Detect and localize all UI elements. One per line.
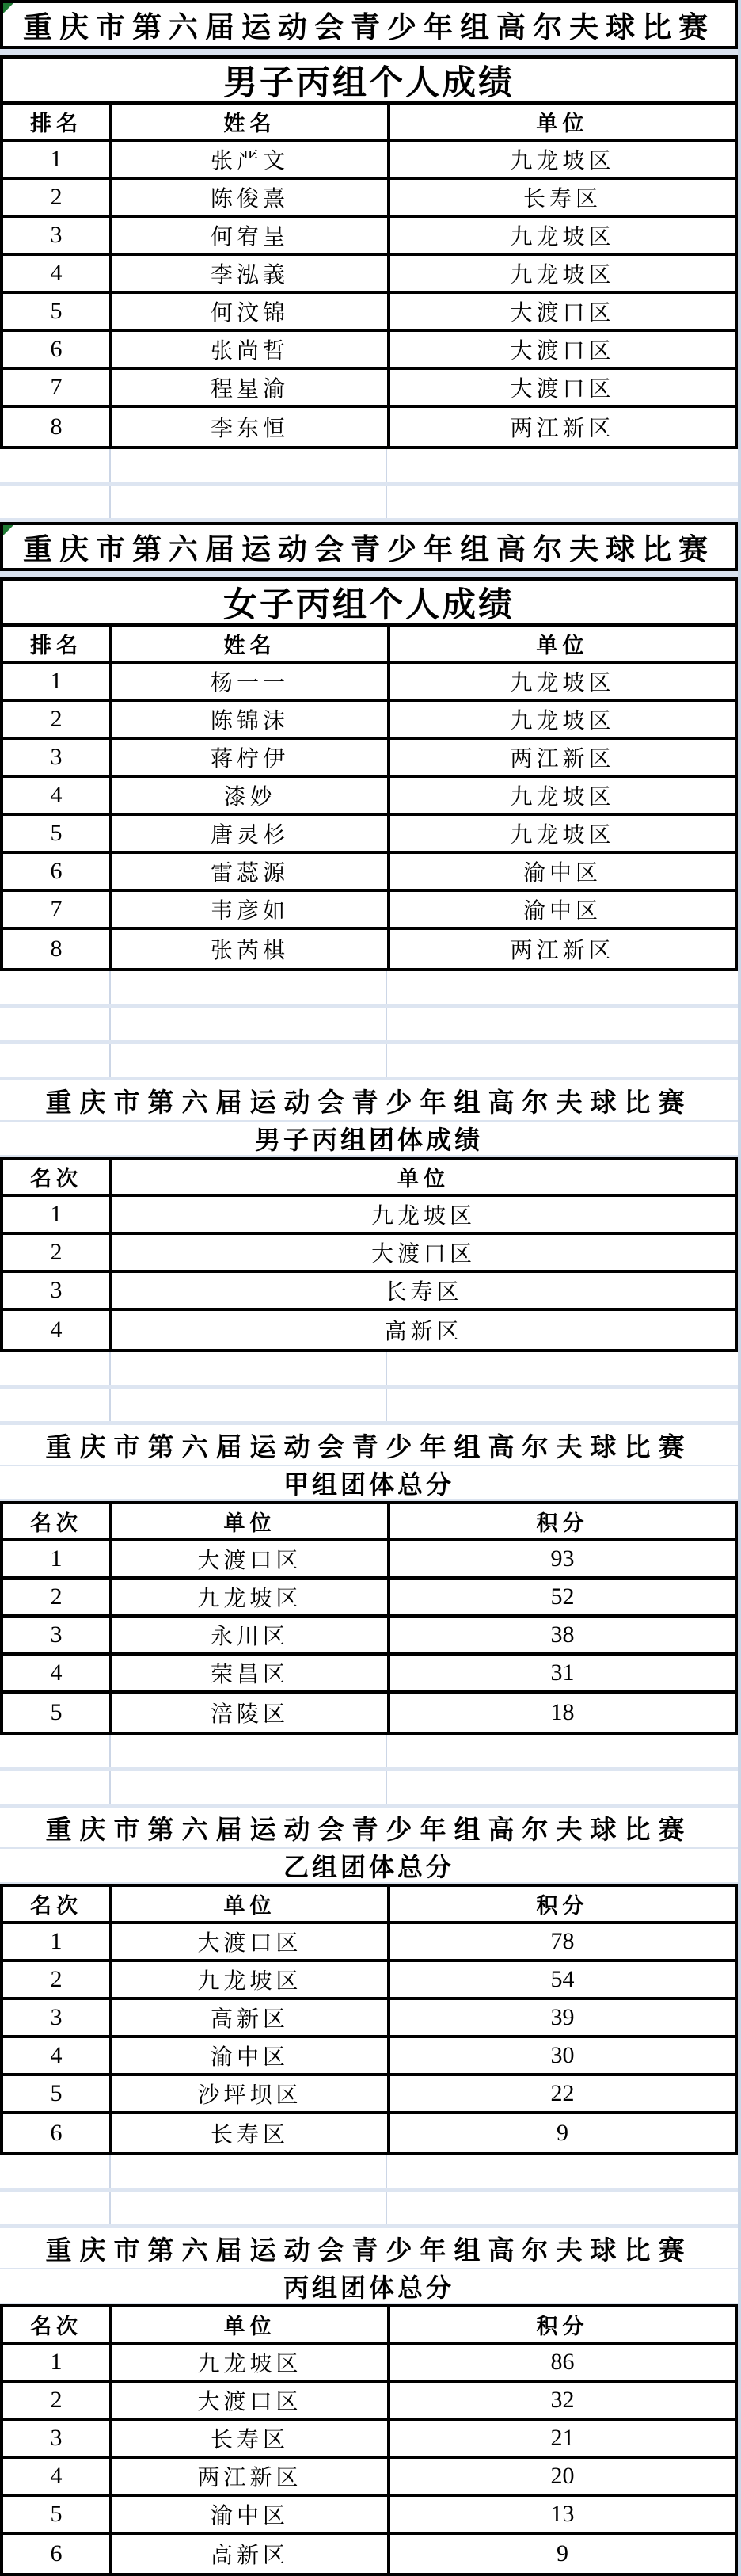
title-cell-group-b-team-total[interactable] (0, 1808, 738, 1849)
unit-cell[interactable]: 大渡口区 (370, 1242, 476, 1267)
table-row (3, 664, 735, 702)
score-cell[interactable]: 86 (550, 2349, 575, 2375)
empty-cell[interactable] (387, 1044, 738, 1077)
score-cell[interactable]: 39 (550, 2004, 575, 2030)
unit-cell[interactable]: 渝中区 (112, 2497, 390, 2532)
table-row (3, 256, 735, 294)
title-cell-group-c-team-total[interactable] (0, 2228, 738, 2269)
section-mens-c-individual (0, 0, 738, 522)
unit-header-cell[interactable]: 单位 (112, 2307, 390, 2342)
table-group-a-team-total (0, 1501, 738, 1735)
section-womens-c-individual (0, 522, 738, 1080)
unit-cell[interactable]: 长寿区 (384, 1280, 463, 1305)
unit-cell[interactable]: 大渡口区 (510, 377, 615, 402)
unit-cell[interactable]: 渝中区 (112, 2038, 390, 2073)
empty-sheet-row[interactable] (0, 971, 738, 1008)
subtitle-cell-mens-c-individual[interactable] (0, 55, 738, 101)
empty-cell[interactable] (111, 2192, 387, 2224)
unit-cell[interactable]: 大渡口区 (510, 301, 615, 326)
name-cell[interactable]: 张严文 (112, 142, 390, 177)
unit-cell[interactable]: 九龙坡区 (112, 1580, 390, 1614)
unit-cell[interactable]: 九龙坡区 (510, 263, 615, 288)
unit-cell[interactable]: 九龙坡区 (510, 225, 615, 250)
subtitle-cell-group-b-team-total[interactable] (0, 1849, 738, 1884)
empty-cell[interactable] (0, 1735, 111, 1767)
table-row (3, 930, 735, 968)
section-mens-c-team (0, 1080, 738, 1425)
excel-corner-marker-icon (3, 525, 13, 535)
empty-cell[interactable] (111, 1771, 387, 1804)
table-row (3, 2000, 735, 2038)
rank-header-cell[interactable]: 排名 (3, 105, 112, 139)
table-row (3, 892, 735, 930)
name-cell[interactable]: 何汶锦 (112, 294, 390, 329)
score-cell[interactable]: 38 (550, 1621, 575, 1648)
score-header-cell[interactable]: 积分 (536, 1511, 589, 1535)
empty-sheet-row[interactable] (0, 1352, 738, 1389)
title-cell-womens-c-individual[interactable] (0, 522, 738, 571)
table-row (3, 854, 735, 892)
rank-cell[interactable]: 4 (3, 2459, 112, 2494)
name-header-cell[interactable]: 姓名 (112, 105, 390, 139)
score-cell[interactable]: 9 (557, 2120, 568, 2146)
section-title: 重庆市第六届运动会青少年组高尔夫球比赛 (23, 12, 715, 44)
rank-cell[interactable]: 3 (3, 2421, 112, 2456)
section-title: 重庆市第六届运动会青少年组高尔夫球比赛 (45, 1433, 693, 1462)
score-cell[interactable]: 54 (550, 1966, 575, 1992)
empty-cell[interactable] (0, 1771, 111, 1804)
table-row (3, 1235, 735, 1273)
table-row (3, 2076, 735, 2114)
empty-cell[interactable] (0, 2155, 111, 2188)
empty-cell[interactable] (111, 971, 387, 1004)
rank-cell[interactable]: 2 (3, 2383, 112, 2418)
score-cell[interactable]: 22 (550, 2080, 575, 2106)
empty-cell[interactable] (111, 1044, 387, 1077)
score-cell[interactable]: 31 (550, 1660, 575, 1686)
empty-cell[interactable] (387, 449, 738, 482)
name-cell[interactable]: 雷蕊源 (112, 854, 390, 889)
rank-cell[interactable]: 1 (3, 1197, 112, 1232)
unit-cell[interactable]: 大渡口区 (112, 1541, 390, 1576)
header-row (3, 2307, 735, 2345)
rank-cell[interactable]: 2 (3, 1580, 112, 1614)
unit-cell[interactable]: 荣昌区 (112, 1656, 390, 1690)
empty-cell[interactable] (111, 486, 387, 518)
section-subtitle: 男子丙组个人成绩 (223, 64, 515, 102)
subtitle-cell-group-a-team-total[interactable] (0, 1466, 738, 1501)
unit-cell[interactable]: 沙坪坝区 (112, 2076, 390, 2111)
table-row (3, 1618, 735, 1656)
section-subtitle: 男子丙组团体成绩 (254, 1126, 483, 1154)
rank-cell[interactable]: 4 (3, 256, 112, 291)
row-gap-band (0, 49, 738, 55)
unit-header-cell[interactable]: 单位 (536, 112, 589, 135)
unit-cell[interactable]: 九龙坡区 (510, 671, 615, 695)
unit-cell[interactable]: 大渡口区 (112, 2383, 390, 2418)
excel-corner-marker-icon (3, 3, 13, 13)
table-row (3, 2383, 735, 2421)
rank-header-cell[interactable]: 排名 (3, 627, 112, 661)
unit-cell[interactable]: 九龙坡区 (510, 823, 615, 848)
section-subtitle: 丙组团体总分 (283, 2273, 454, 2302)
table-row (3, 1197, 735, 1235)
unit-header-cell[interactable]: 单位 (112, 1887, 390, 1921)
rank-cell[interactable]: 1 (3, 1541, 112, 1576)
header-row (3, 1504, 735, 1541)
section-title: 重庆市第六届运动会青少年组高尔夫球比赛 (23, 534, 715, 566)
score-cell[interactable]: 18 (550, 1699, 575, 1725)
score-cell[interactable]: 9 (557, 2540, 568, 2566)
name-cell[interactable]: 杨一一 (112, 664, 390, 699)
empty-cell[interactable] (387, 1008, 738, 1040)
table-row (3, 142, 735, 180)
unit-cell[interactable]: 大渡口区 (510, 339, 615, 364)
rank-cell[interactable]: 2 (3, 702, 112, 737)
table-group-c-team-total (0, 2304, 738, 2576)
section-group-a-team-total (0, 1425, 738, 1808)
rank-cell[interactable]: 2 (3, 1235, 112, 1270)
unit-cell[interactable]: 渝中区 (522, 861, 602, 886)
empty-cell[interactable] (387, 971, 738, 1004)
title-cell-group-a-team-total[interactable] (0, 1425, 738, 1466)
table-row (3, 2459, 735, 2497)
rank-cell[interactable]: 5 (3, 294, 112, 329)
unit-cell[interactable]: 九龙坡区 (370, 1204, 476, 1229)
score-cell[interactable]: 32 (550, 2387, 575, 2413)
table-row (3, 778, 735, 816)
rank-cell[interactable]: 4 (3, 1656, 112, 1690)
empty-sheet-row[interactable] (0, 486, 738, 522)
empty-cell[interactable] (387, 1389, 738, 1421)
header-row (3, 105, 735, 142)
rank-cell[interactable]: 5 (3, 1694, 112, 1732)
title-cell-mens-c-individual[interactable] (0, 0, 738, 49)
empty-sheet-row[interactable] (0, 2192, 738, 2228)
score-cell[interactable]: 21 (550, 2425, 575, 2451)
name-cell[interactable]: 蒋柠伊 (112, 740, 390, 775)
empty-cell[interactable] (387, 2192, 738, 2224)
header-row (3, 1887, 735, 1924)
table-row (3, 1541, 735, 1580)
score-header-cell[interactable]: 积分 (536, 1894, 589, 1918)
table-group-b-team-total (0, 1884, 738, 2155)
empty-cell[interactable] (111, 1008, 387, 1040)
unit-cell[interactable]: 两江新区 (510, 747, 615, 772)
unit-header-cell[interactable]: 单位 (397, 1167, 450, 1191)
rank-cell[interactable]: 3 (3, 740, 112, 775)
rank-cell[interactable]: 1 (3, 142, 112, 177)
unit-cell[interactable]: 长寿区 (522, 187, 602, 211)
empty-cell[interactable] (387, 1771, 738, 1804)
table-row (3, 1656, 735, 1694)
unit-cell[interactable]: 九龙坡区 (510, 785, 615, 810)
table-mens-c-individual (0, 101, 738, 449)
empty-cell[interactable] (0, 486, 111, 518)
unit-header-cell[interactable]: 单位 (112, 1504, 390, 1538)
name-cell[interactable]: 陈锦沫 (112, 702, 390, 737)
score-cell[interactable]: 20 (550, 2463, 575, 2489)
unit-cell[interactable]: 长寿区 (112, 2421, 390, 2456)
name-cell[interactable]: 韦彦如 (112, 892, 390, 927)
section-title: 重庆市第六届运动会青少年组高尔夫球比赛 (45, 2236, 693, 2265)
empty-sheet-row[interactable] (0, 1044, 738, 1080)
empty-cell[interactable] (0, 2192, 111, 2224)
table-row (3, 2497, 735, 2535)
empty-cell[interactable] (111, 1735, 387, 1767)
rank-cell[interactable]: 8 (3, 930, 112, 968)
section-subtitle: 女子丙组个人成绩 (223, 586, 515, 624)
table-row (3, 294, 735, 332)
rank-cell[interactable]: 3 (3, 2000, 112, 2035)
section-title: 重庆市第六届运动会青少年组高尔夫球比赛 (45, 1816, 693, 1845)
unit-cell[interactable]: 两江新区 (112, 2459, 390, 2494)
table-row (3, 408, 735, 446)
empty-cell[interactable] (387, 2155, 738, 2188)
rank-cell[interactable]: 2 (3, 180, 112, 215)
unit-cell[interactable]: 渝中区 (522, 899, 602, 924)
score-header-cell[interactable]: 积分 (536, 2315, 589, 2338)
unit-cell[interactable]: 九龙坡区 (112, 2345, 390, 2380)
score-cell[interactable]: 52 (550, 1583, 575, 1610)
name-cell[interactable]: 程星渝 (112, 370, 390, 405)
subtitle-cell-mens-c-team[interactable] (0, 1122, 738, 1157)
score-cell[interactable]: 13 (550, 2501, 575, 2527)
rank-cell[interactable]: 6 (3, 332, 112, 367)
unit-cell[interactable]: 永川区 (112, 1618, 390, 1652)
table-row (3, 2114, 735, 2152)
section-group-b-team-total (0, 1808, 738, 2228)
unit-cell[interactable]: 高新区 (384, 1320, 463, 1344)
rank-cell[interactable]: 3 (3, 1618, 112, 1652)
empty-sheet-row[interactable] (0, 449, 738, 486)
empty-cell[interactable] (387, 1352, 738, 1385)
unit-cell[interactable]: 高新区 (112, 2535, 390, 2573)
subtitle-cell-womens-c-individual[interactable] (0, 577, 738, 623)
table-mens-c-team (0, 1157, 738, 1352)
table-row (3, 2535, 735, 2573)
row-gap-band (0, 571, 738, 577)
name-header-cell[interactable]: 姓名 (112, 627, 390, 661)
section-group-c-team-total (0, 2228, 738, 2576)
empty-sheet-row[interactable] (0, 1389, 738, 1425)
empty-sheet-row[interactable] (0, 1008, 738, 1044)
name-cell[interactable]: 陈俊熹 (112, 180, 390, 215)
rank-cell[interactable]: 6 (3, 2535, 112, 2573)
section-subtitle: 甲组团体总分 (283, 1470, 454, 1499)
empty-cell[interactable] (0, 1044, 111, 1077)
unit-cell[interactable]: 高新区 (112, 2000, 390, 2035)
empty-cell[interactable] (0, 1352, 111, 1385)
name-cell[interactable]: 张芮棋 (112, 930, 390, 968)
empty-cell[interactable] (0, 1008, 111, 1040)
table-row (3, 740, 735, 778)
name-cell[interactable]: 唐灵杉 (112, 816, 390, 851)
unit-cell[interactable]: 九龙坡区 (112, 1962, 390, 1997)
unit-cell[interactable]: 大渡口区 (112, 1924, 390, 1959)
table-row (3, 1273, 735, 1311)
empty-cell[interactable] (111, 1352, 387, 1385)
table-row (3, 702, 735, 740)
unit-header-cell[interactable]: 单位 (536, 634, 589, 657)
unit-cell[interactable]: 长寿区 (112, 2114, 390, 2152)
table-row (3, 332, 735, 370)
empty-cell[interactable] (111, 1389, 387, 1421)
header-row (3, 1160, 735, 1197)
empty-cell[interactable] (0, 449, 111, 482)
rank-cell[interactable]: 5 (3, 2076, 112, 2111)
rank-cell[interactable]: 3 (3, 218, 112, 253)
table-row (3, 180, 735, 218)
unit-cell[interactable]: 涪陵区 (112, 1694, 390, 1732)
score-cell[interactable]: 30 (550, 2042, 575, 2068)
name-cell[interactable]: 李泓義 (112, 256, 390, 291)
table-womens-c-individual (0, 623, 738, 971)
empty-cell[interactable] (0, 971, 111, 1004)
rank-cell[interactable]: 3 (3, 1273, 112, 1308)
rank-cell[interactable]: 1 (3, 2345, 112, 2380)
table-row (3, 2345, 735, 2383)
unit-cell[interactable]: 九龙坡区 (510, 149, 615, 173)
rank-header-cell[interactable]: 名次 (3, 1504, 112, 1538)
subtitle-cell-group-c-team-total[interactable] (0, 2269, 738, 2304)
name-cell[interactable]: 李东恒 (112, 408, 390, 446)
score-cell[interactable]: 78 (550, 1928, 575, 1954)
empty-sheet-row[interactable] (0, 1771, 738, 1808)
rank-cell[interactable]: 4 (3, 2038, 112, 2073)
rank-cell[interactable]: 6 (3, 2114, 112, 2152)
empty-cell[interactable] (111, 449, 387, 482)
empty-sheet-row[interactable] (0, 2155, 738, 2192)
table-row (3, 1694, 735, 1732)
rank-cell[interactable]: 6 (3, 854, 112, 889)
rank-cell[interactable]: 2 (3, 1962, 112, 1997)
rank-cell[interactable]: 8 (3, 408, 112, 446)
rank-header-cell[interactable]: 名次 (3, 2307, 112, 2342)
name-cell[interactable]: 张尚哲 (112, 332, 390, 367)
rank-header-cell[interactable]: 名次 (3, 1160, 112, 1194)
score-cell[interactable]: 93 (550, 1545, 575, 1572)
rank-cell[interactable]: 7 (3, 370, 112, 405)
table-row (3, 1580, 735, 1618)
name-cell[interactable]: 何宥呈 (112, 218, 390, 253)
unit-cell[interactable]: 九龙坡区 (510, 709, 615, 734)
rank-cell[interactable]: 4 (3, 778, 112, 813)
table-row (3, 2421, 735, 2459)
rank-cell[interactable]: 5 (3, 816, 112, 851)
rank-cell[interactable]: 7 (3, 892, 112, 927)
table-row (3, 816, 735, 854)
empty-cell[interactable] (387, 486, 738, 518)
table-row (3, 1311, 735, 1349)
rank-cell[interactable]: 1 (3, 664, 112, 699)
section-title: 重庆市第六届运动会青少年组高尔夫球比赛 (45, 1088, 693, 1118)
header-row (3, 627, 735, 664)
table-row (3, 1924, 735, 1962)
unit-cell[interactable]: 两江新区 (510, 939, 615, 963)
empty-cell[interactable] (387, 1735, 738, 1767)
name-cell[interactable]: 漆妙 (112, 778, 390, 813)
rank-header-cell[interactable]: 名次 (3, 1887, 112, 1921)
empty-sheet-row[interactable] (0, 1735, 738, 1771)
empty-cell[interactable] (0, 1389, 111, 1421)
table-row (3, 1962, 735, 2000)
empty-cell[interactable] (111, 2155, 387, 2188)
rank-cell[interactable]: 4 (3, 1311, 112, 1349)
rank-cell[interactable]: 1 (3, 1924, 112, 1959)
rank-cell[interactable]: 5 (3, 2497, 112, 2532)
table-row (3, 2038, 735, 2076)
section-subtitle: 乙组团体总分 (283, 1853, 454, 1881)
table-row (3, 218, 735, 256)
unit-cell[interactable]: 两江新区 (510, 417, 615, 441)
table-row (3, 370, 735, 408)
title-cell-mens-c-team[interactable] (0, 1080, 738, 1122)
